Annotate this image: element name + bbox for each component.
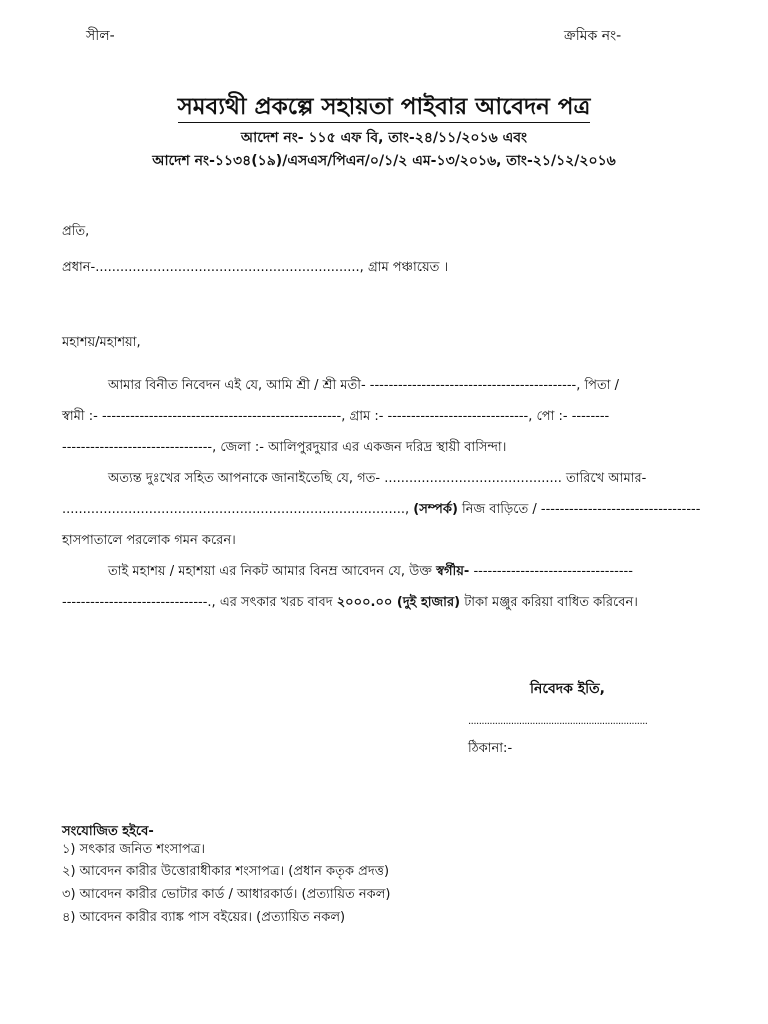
body-para3-line2 (62, 593, 638, 614)
serial-number-label: ক্রমিক নং- (564, 28, 622, 44)
attachment-item: ১) সৎকার জনিত শংসাপত্র। (62, 842, 205, 857)
signature-line: ................................................................... (468, 716, 648, 727)
body-para2-line2 (62, 500, 700, 521)
attachment-item: ৪) আবেদন কারীর ব্যাঙ্ক পাস বইয়ের। (প্রত্যায়িত নকল) (62, 910, 346, 925)
body-para1-line3: --------------------------------, জেলা :- আলিপুরদুয়ার এর একজন দরিদ্র স্থায়ী বাসিন্দা। (62, 440, 507, 455)
deceased-blank: ---------------------------------- (473, 564, 633, 579)
address-label: ঠিকানা:- (468, 741, 513, 756)
attachments-heading: সংযোজিত হইবে- (62, 824, 154, 839)
relation-blank: ..................................................................................., (62, 502, 410, 517)
deceased-label: স্বর্গীয়- (436, 564, 470, 579)
order-line-2: আদেশ নং-১১৩৪(১৯)/এসএস/পিএন/০/১/২ এম-১৩/২০১৬, তাং-২১/১২/২০১৬ (152, 153, 616, 169)
page-title (0, 88, 768, 127)
attachment-item: ৩) আবেদন কারীর ভোটার কার্ড / আধারকার্ড। (প্রত্যায়িত নকল) (62, 887, 391, 902)
amount-value: ২০০০.০০ (দুই হাজার) (336, 595, 461, 610)
body-para2-line3: হাসপাতালে পরলোক গমন করেন। (62, 533, 236, 548)
closing-request-text: টাকা মঞ্জুর করিয়া বাধিত করিবেন। (464, 595, 638, 610)
closing-phrase: নিবেদক ইতি, (530, 681, 605, 697)
body-para1-line1: আমার বিনীত নিবেদন এই যে, আমি শ্রী / শ্রী মতী- --------------------------------------------, পিতা / (108, 378, 620, 393)
order-line-1: আদেশ নং- ১১৫ এফ বি, তাং-২৪/১১/২০১৬ এবং (240, 130, 528, 146)
salutation: মহাশয়/মহাশয়া, (62, 335, 141, 350)
cremation-cost-text: -------------------------------., এর সৎকার খরচ বাবদ (62, 595, 333, 610)
attachment-item: ২) আবেদন কারীর উত্তোরাধীকার শংসাপত্র। (প্রধান কতৃক প্রদত্ত) (62, 864, 390, 879)
body-para3-line1 (108, 562, 633, 583)
body-para1-line2: স্বামী :- ---------------------------------------------------, গ্রাম :- ------------------------------, পো :- -------- (62, 409, 610, 424)
page-title-text: সমব্যথী প্রকল্পে সহায়তা পাইবার আবেদন পত্র (178, 94, 591, 123)
recipient-prefix: প্রতি, (62, 224, 90, 239)
seal-label: সীল- (86, 28, 115, 44)
relation-label: (সম্পর্ক) (413, 502, 458, 517)
recipient-pradhan: প্রধান-................................................................, গ্রাম পঞ্চায়েত । (62, 260, 449, 275)
request-text: তাই মহাশয় / মহাশয়া এর নিকট আমার বিনম্র আবেদন যে, উক্ত (108, 564, 432, 579)
body-para2-line1: অত্যন্ত দুঃখের সহিত আপনাকে জানাইতেছি যে, গত- ........................................... তারিখে আমার- (108, 471, 647, 486)
place-of-death: নিজ বাড়িতে / ---------------------------------- (462, 502, 701, 517)
